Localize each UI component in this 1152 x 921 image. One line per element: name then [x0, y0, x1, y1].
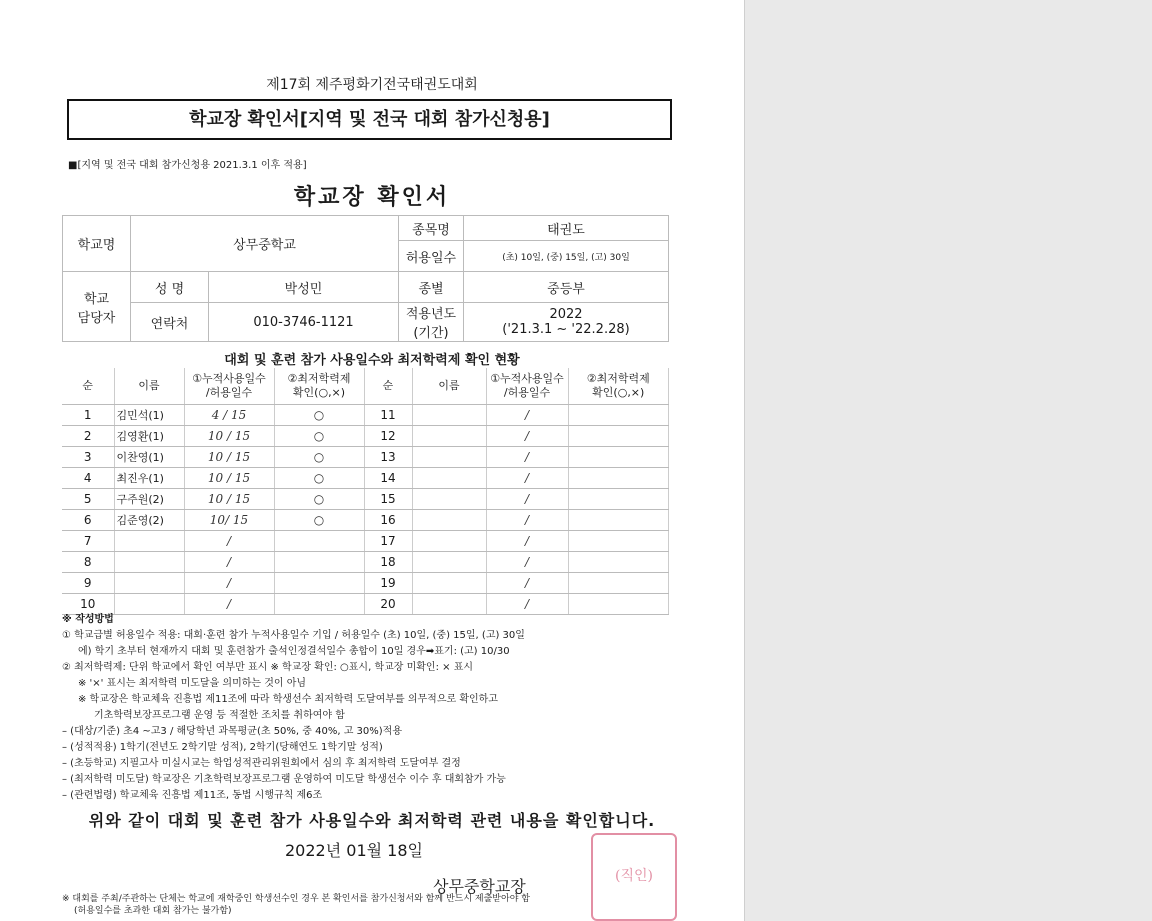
student-name — [412, 531, 486, 552]
school-name: 상무중학교 — [131, 216, 399, 272]
student-name: 김준영(2) — [114, 510, 184, 531]
header-days-line1: ①누적사용일수 — [192, 372, 266, 385]
used-days: 10 / 15 — [184, 489, 274, 510]
row-no: 11 — [364, 405, 412, 426]
event-title: 제17회 제주평화기전국태권도대회 — [266, 77, 478, 93]
principal-signature: 상무중학교장 — [433, 877, 526, 896]
seal-label: (직인) — [615, 868, 653, 884]
row-no: 10 — [62, 594, 114, 615]
header-min-right-line1: ②최저학력제 — [586, 372, 650, 385]
instructions — [62, 612, 692, 804]
used-days: 4 / 15 — [184, 405, 274, 426]
row-no: 13 — [364, 447, 412, 468]
header-name: 이름 — [114, 368, 184, 405]
table-row — [62, 573, 669, 594]
min-achievement-check — [568, 426, 669, 447]
detail-1: – (대상/기준) 초4 ~고3 / 해당학년 과목평균(초 50%, 중 40%, 고 30%)적용 — [62, 726, 402, 737]
sport-label: 종목명 — [399, 216, 464, 241]
min-achievement-check — [274, 552, 364, 573]
notes-heading: ※ 작성방법 — [62, 614, 114, 625]
row-no: 7 — [62, 531, 114, 552]
footer-line2: (허용일수를 초과한 대회 참가는 불가함) — [74, 906, 232, 916]
note-2c: 기초학력보장프로그램 운영 등 적절한 조치를 취하여야 함 — [94, 710, 345, 721]
applicability-note: ■[지역 및 전국 대회 참가신청용 2021.3.1 이후 적용] — [68, 160, 307, 171]
student-name — [412, 552, 486, 573]
min-achievement-check — [568, 489, 669, 510]
used-days: 10 / 15 — [184, 468, 274, 489]
min-achievement-check — [568, 531, 669, 552]
used-days: / — [486, 573, 568, 594]
min-achievement-check — [568, 468, 669, 489]
table-row — [62, 510, 669, 531]
detail-4: – (최저학력 미도달) 학교장은 기초학력보장프로그램 운영하여 미도달 학생선수 이수 후 대회참가 가능 — [62, 774, 506, 785]
min-achievement-check — [568, 447, 669, 468]
header-days-line2: /허용일수 — [205, 386, 253, 399]
min-achievement-check — [274, 531, 364, 552]
min-achievement-check — [568, 552, 669, 573]
year-value-line1: 2022 — [549, 307, 583, 322]
school-label: 학교명 — [63, 216, 131, 272]
header-min — [274, 368, 364, 405]
name-value: 박성민 — [209, 272, 399, 303]
min-achievement-check — [568, 573, 669, 594]
header-min-right — [568, 368, 669, 405]
section-title: 대회 및 훈련 참가 사용일수와 최저학력제 확인 현황 — [224, 353, 520, 368]
student-name — [114, 531, 184, 552]
row-no: 9 — [62, 573, 114, 594]
year-label — [399, 303, 464, 342]
year-value — [464, 303, 669, 342]
allowed-days-value: (초) 10일, (중) 15일, (고) 30일 — [464, 241, 669, 272]
student-name — [412, 447, 486, 468]
used-days: / — [486, 489, 568, 510]
used-days: 10 / 15 — [184, 447, 274, 468]
min-achievement-check: ○ — [274, 405, 364, 426]
student-name — [412, 405, 486, 426]
student-name: 최진우(1) — [114, 468, 184, 489]
student-name — [412, 573, 486, 594]
student-name — [412, 510, 486, 531]
detail-5: – (관련법령) 학교체육 진흥법 제11조, 동법 시행규칙 제6조 — [62, 790, 323, 801]
header-min-line1: ②최저학력제 — [287, 372, 351, 385]
row-no: 16 — [364, 510, 412, 531]
student-name — [412, 489, 486, 510]
student-name: 이찬영(1) — [114, 447, 184, 468]
min-achievement-check — [568, 405, 669, 426]
min-achievement-check: ○ — [274, 510, 364, 531]
header-days-right-line2: /허용일수 — [503, 386, 551, 399]
student-name: 김민석(1) — [114, 405, 184, 426]
school-info-table — [62, 215, 669, 342]
row-no: 14 — [364, 468, 412, 489]
used-days: / — [486, 594, 568, 615]
header-no: 순 — [62, 368, 114, 405]
row-no: 18 — [364, 552, 412, 573]
student-name — [114, 573, 184, 594]
document-title: 학교장 확인서 — [293, 185, 451, 210]
used-days: / — [486, 552, 568, 573]
student-name: 구주원(2) — [114, 489, 184, 510]
row-no: 2 — [62, 426, 114, 447]
person-label-line2: 담당자 — [77, 310, 116, 326]
header-no-right: 순 — [364, 368, 412, 405]
row-no: 6 — [62, 510, 114, 531]
used-days: / — [486, 426, 568, 447]
header-days-right — [486, 368, 568, 405]
used-days: / — [184, 552, 274, 573]
row-no: 3 — [62, 447, 114, 468]
footer-note — [62, 893, 530, 917]
table-row — [62, 405, 669, 426]
name-label: 성 명 — [131, 272, 209, 303]
used-days: / — [486, 405, 568, 426]
person-in-charge-label — [63, 272, 131, 342]
student-name — [412, 426, 486, 447]
note-1: ① 학교급별 허용일수 적용: 대회·훈련 참가 누적사용일수 기입 / 허용일수 (초) 10일, (중) 15일, (고) 30일 — [62, 630, 525, 641]
banner-title: 학교장 확인서[지역 및 전국 대회 참가신청용] — [67, 99, 672, 140]
official-seal-stamp — [591, 833, 677, 921]
used-days: 10/ 15 — [184, 510, 274, 531]
min-achievement-check — [568, 510, 669, 531]
header-name-right: 이름 — [412, 368, 486, 405]
used-days: / — [184, 573, 274, 594]
note-1-example: 에) 학기 초부터 현재까지 대회 및 훈련참가 출석인정결석일수 총합이 10일 경우➡표기: (고) 10/30 — [78, 646, 510, 657]
min-achievement-check: ○ — [274, 447, 364, 468]
header-min-line2: 확인(○,×) — [292, 386, 346, 399]
row-no: 15 — [364, 489, 412, 510]
category-label: 종별 — [399, 272, 464, 303]
row-no: 4 — [62, 468, 114, 489]
detail-2: – (성적적용) 1학기(전년도 2학기말 성적), 2학기(당해연도 1학기말 성적) — [62, 742, 383, 753]
student-name: 김영환(1) — [114, 426, 184, 447]
row-no: 12 — [364, 426, 412, 447]
used-days: 10 / 15 — [184, 426, 274, 447]
used-days: / — [184, 594, 274, 615]
year-label-line1: 적용년도 — [405, 307, 457, 322]
row-no: 8 — [62, 552, 114, 573]
table-row — [62, 468, 669, 489]
used-days: / — [486, 510, 568, 531]
min-achievement-check: ○ — [274, 468, 364, 489]
row-no: 1 — [62, 405, 114, 426]
table-row — [62, 447, 669, 468]
year-value-line2: ('21.3.1 ~ '22.2.28) — [502, 322, 630, 337]
note-2: ② 최저학력제: 단위 학교에서 확인 여부만 표시 ※ 학교장 확인: ○표시, 학교장 미확인: × 표시 — [62, 662, 474, 673]
table-row — [62, 489, 669, 510]
header-min-right-line2: 확인(○,×) — [592, 386, 645, 399]
allowed-days-label: 허용일수 — [399, 241, 464, 272]
table-row — [62, 552, 669, 573]
header-days-right-line1: ①누적사용일수 — [490, 372, 564, 385]
issue-date: 2022년 01월 18일 — [285, 841, 423, 860]
used-days: / — [184, 531, 274, 552]
header-days — [184, 368, 274, 405]
row-no: 19 — [364, 573, 412, 594]
row-no: 17 — [364, 531, 412, 552]
min-achievement-check: ○ — [274, 489, 364, 510]
used-days: / — [486, 447, 568, 468]
contact-label: 연락처 — [131, 303, 209, 342]
min-achievement-check: ○ — [274, 426, 364, 447]
used-days: / — [486, 468, 568, 489]
used-days: / — [486, 531, 568, 552]
table-row — [62, 531, 669, 552]
table-row — [62, 426, 669, 447]
student-name — [412, 468, 486, 489]
row-no: 5 — [62, 489, 114, 510]
student-name — [114, 552, 184, 573]
detail-3: – (초등학교) 지필고사 미실시교는 학업성적관리위원회에서 심의 후 최저학력 도달여부 결정 — [62, 758, 461, 769]
person-label-line1: 학교 — [83, 291, 110, 307]
year-label-line2: (기간) — [413, 326, 449, 341]
sport-value: 태권도 — [464, 216, 669, 241]
usage-days-table — [62, 368, 669, 615]
confirmation-statement: 위와 같이 대회 및 훈련 참가 사용일수와 최저학력 관련 내용을 확인합니다. — [88, 811, 656, 830]
note-2b: ※ 학교장은 학교체육 진흥법 제11조에 따라 학생선수 최저학력 도달여부를 의무적으로 확인하고 — [78, 694, 498, 705]
min-achievement-check — [274, 573, 364, 594]
category-value: 중등부 — [464, 272, 669, 303]
note-2a: ※ '×' 표시는 최저학력 미도달을 의미하는 것이 아님 — [78, 678, 307, 689]
contact-value: 010-3746-1121 — [209, 303, 399, 342]
row-no: 20 — [364, 594, 412, 615]
footer-line1: ※ 대회를 주최/주관하는 단체는 학교에 재학중인 학생선수인 경우 본 확인서를 참가신청서와 함께 반드시 제출받아야 함 — [62, 894, 530, 904]
